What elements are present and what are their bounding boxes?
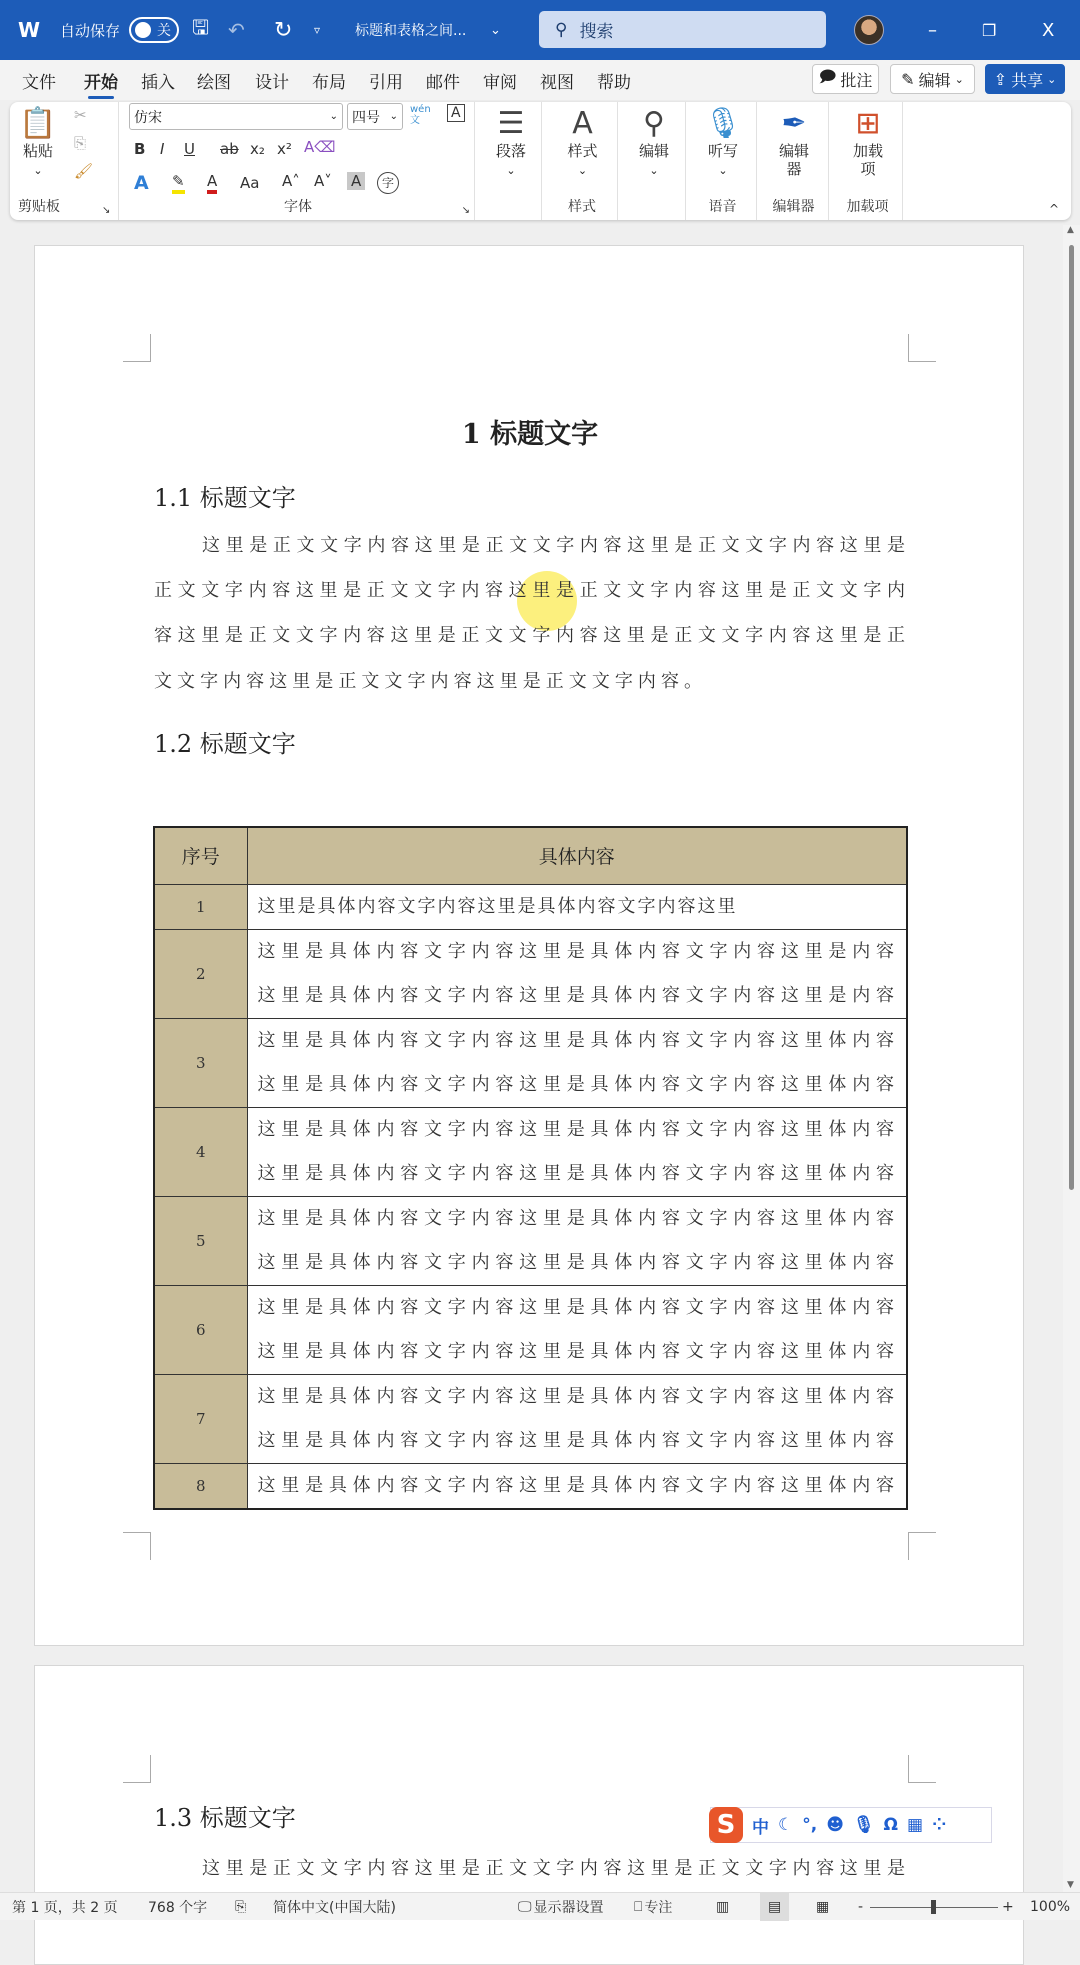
styles-button-label: 样式: [567, 142, 598, 160]
tab-design[interactable]: 设计: [255, 73, 289, 93]
font-size-select[interactable]: 四号 ⌄: [347, 103, 403, 130]
cell-text-line: 这里是具体内容文字内容这里是具体内容文字内容这里体内容: [257, 1296, 896, 1318]
voice-group-label: 语音: [708, 199, 737, 215]
web-layout-icon[interactable]: ▦: [816, 1899, 830, 1915]
addins-group: [833, 102, 903, 220]
chevron-down-icon: ⌄: [1047, 72, 1057, 86]
save-icon[interactable]: 🖫: [192, 15, 210, 39]
styles-button[interactable]: A 样式 ⌄: [547, 106, 618, 180]
heading-1-2: 1.2 标题文字: [154, 730, 296, 758]
editing-mode-label: 编辑: [918, 70, 951, 90]
copy-icon[interactable]: ⎘: [74, 134, 87, 152]
row-content: [247, 1463, 907, 1509]
redo-icon[interactable]: ↻: [274, 17, 293, 43]
share-icon: ⇪: [993, 69, 1008, 89]
read-mode-icon[interactable]: ▥: [716, 1899, 730, 1915]
heading-1-3: 1.3 标题文字: [154, 1804, 296, 1832]
cell-text-line: 这里是具体内容文字内容这里是具体内容文字内容这里体内容: [257, 1207, 896, 1229]
moon-icon[interactable]: ☾: [778, 1815, 794, 1835]
chevron-down-icon: ⌄: [954, 72, 964, 86]
cell-text-line: 这里是具体内容文字内容这里是具体内容文字内容这里体内容: [257, 1029, 896, 1051]
pencil-icon: ✎: [901, 69, 915, 89]
row-content: [247, 1018, 907, 1107]
dialog-launcher-icon[interactable]: ↘: [461, 205, 470, 216]
focus-button[interactable]: [634, 1893, 672, 1921]
language-status[interactable]: 简体中文(中国大陆): [273, 1900, 396, 1916]
minimize-button[interactable]: –: [928, 19, 937, 41]
sogou-logo-icon: S: [709, 1807, 743, 1843]
row-number: 4: [154, 1107, 247, 1196]
autosave-state: 关: [157, 23, 171, 39]
cell-text-line: 这里是具体内容文字内容这里是具体内容文字内容这里体内容: [257, 1073, 896, 1095]
superscript-button[interactable]: x²: [277, 140, 292, 158]
subscript-button[interactable]: x₂: [250, 140, 265, 158]
row-number: 6: [154, 1285, 247, 1374]
row-number: 5: [154, 1196, 247, 1285]
character-border-button[interactable]: A: [447, 104, 465, 122]
omega-icon[interactable]: Ω: [883, 1815, 898, 1835]
keyboard-icon[interactable]: ▦: [907, 1815, 924, 1835]
table-header-number: 序号: [154, 827, 247, 884]
row-content: [247, 1285, 907, 1374]
word-logo-icon: W: [18, 18, 41, 42]
body-line: 正文文字内容这里是正文文字内容这里是正文文字内容这里是正文文字内: [154, 580, 907, 601]
focus-icon: ⎕: [634, 1899, 643, 1915]
zoom-in-button[interactable]: +: [1002, 1899, 1014, 1915]
avatar[interactable]: [854, 15, 884, 45]
editing-label: 编辑: [638, 142, 669, 160]
ribbon-tabs: [0, 60, 1080, 100]
body-line: 文文字内容这里是正文文字内容这里是正文文字内容。: [154, 671, 704, 692]
phonetic-guide-button[interactable]: wén文: [410, 104, 431, 126]
enclose-characters-button[interactable]: 字: [377, 172, 399, 194]
font-name-select[interactable]: 仿宋 ⌄: [129, 103, 343, 130]
dictate-label: 听写: [707, 142, 738, 160]
tab-references[interactable]: 引用: [369, 73, 403, 93]
row-number: 3: [154, 1018, 247, 1107]
restore-button[interactable]: ❐: [982, 20, 997, 40]
addins-group-label: 加载项: [846, 199, 889, 215]
editor-label: 编辑器: [778, 142, 809, 178]
margin-corner-mark: [908, 1755, 936, 1783]
table-row: [154, 1374, 907, 1463]
shrink-font-button[interactable]: A˅: [314, 172, 332, 190]
styles-icon: A: [572, 106, 593, 141]
cell-text-line: 这里是具体内容文字内容这里是具体内容文字内容这里是内容: [257, 940, 896, 962]
table-row: [154, 929, 907, 1018]
paragraph-label: 段落: [495, 142, 526, 160]
row-content: [247, 1196, 907, 1285]
editing-mode-button[interactable]: [890, 64, 975, 94]
ime-mode-toggle[interactable]: 中: [752, 1817, 769, 1838]
margin-corner-mark: [908, 1532, 936, 1560]
body-line: 容这里是正文文字内容这里是正文文字内容这里是正文文字内容这里是正: [154, 625, 907, 646]
cell-text-line: 这里是具体内容文字内容这里是具体内容文字内容这里体内容: [257, 1340, 896, 1362]
cut-icon[interactable]: ✂: [74, 106, 87, 124]
strikethrough-button[interactable]: ab: [220, 140, 239, 158]
table-row: [154, 1107, 907, 1196]
margin-corner-mark: [123, 334, 151, 362]
margin-corner-mark: [908, 334, 936, 362]
zoom-out-button[interactable]: -: [858, 1899, 864, 1915]
editor-group-label: 编辑器: [772, 199, 815, 215]
font-name-value: 仿宋: [134, 109, 162, 126]
underline-button[interactable]: U: [184, 140, 195, 158]
paste-button[interactable]: 📋 粘贴 ⌄: [19, 106, 57, 177]
ribbon: [10, 102, 1071, 220]
paste-label: 粘贴: [22, 142, 53, 160]
content-table: [153, 826, 908, 1510]
proofing-icon[interactable]: ⎘: [235, 1899, 247, 1915]
cell-text-line: 这里是具体内容文字内容这里是具体内容文字内容这里体内容: [257, 1162, 896, 1184]
display-settings-label: 显示器设置: [533, 1900, 604, 1916]
row-number: 2: [154, 929, 247, 1018]
focus-label: 专注: [644, 1900, 673, 1916]
body-line: 这里是正文文字内容这里是正文文字内容这里是正文文字内容这里是: [202, 1858, 907, 1879]
tab-review[interactable]: 审阅: [483, 73, 517, 93]
clipboard-group: [12, 102, 119, 220]
status-bar: [0, 1892, 1080, 1920]
page-count[interactable]: 第 1 页，共 2 页: [12, 1900, 118, 1916]
cell-text-line: 这里是具体内容文字内容这里是具体内容文字内容这里体内容: [257, 1474, 896, 1496]
voice-group: [689, 102, 757, 220]
bold-button[interactable]: B: [134, 140, 146, 158]
grid-icon[interactable]: ⁘: [932, 1815, 947, 1835]
zoom-slider[interactable]: [870, 1893, 998, 1921]
chevron-down-icon[interactable]: ⌄: [490, 22, 501, 38]
editor-pen-icon: ✒: [781, 106, 807, 141]
search-placeholder: 搜索: [579, 22, 614, 42]
close-button[interactable]: X: [1042, 19, 1055, 41]
collapse-ribbon-icon[interactable]: ^: [1048, 202, 1059, 216]
share-label: 共享: [1011, 70, 1044, 90]
row-content: [247, 1374, 907, 1463]
table-row: [154, 884, 907, 929]
format-painter-icon[interactable]: 🖌: [74, 162, 94, 180]
addins-grid-icon: ⊞: [855, 106, 881, 141]
table-row: [154, 1018, 907, 1107]
row-content: [247, 1107, 907, 1196]
display-icon: 🖵: [518, 1899, 532, 1915]
body-line: 这里是正文文字内容这里是正文文字内容这里是正文文字内容这里是: [202, 535, 907, 556]
highlight-color-icon[interactable]: ✎: [172, 172, 185, 194]
clear-formatting-icon[interactable]: A⌫: [304, 138, 336, 156]
margin-corner-mark: [123, 1755, 151, 1783]
clipboard-group-label: 剪贴板: [18, 199, 60, 215]
comment-icon: 🗩: [818, 66, 837, 86]
styles-group-label: 样式: [568, 199, 596, 215]
editor-button[interactable]: [774, 106, 814, 178]
cell-text-line: 这里是具体内容文字内容这里是具体内容文字内容这里体内容: [257, 1118, 896, 1140]
font-color-icon[interactable]: A: [207, 172, 217, 194]
change-case-button[interactable]: Aa: [240, 174, 260, 192]
mic-icon[interactable]: 🎙: [852, 1815, 875, 1835]
tab-view[interactable]: 视图: [540, 73, 574, 93]
heading-1: 1 标题文字: [461, 419, 599, 450]
row-number: 8: [154, 1463, 247, 1509]
emoji-icon[interactable]: ☻: [826, 1815, 844, 1835]
paragraph-group: [480, 102, 542, 220]
search-box[interactable]: [539, 11, 826, 48]
editor-group: [759, 102, 829, 220]
table-row: [154, 1463, 907, 1509]
italic-button[interactable]: I: [160, 140, 165, 158]
tab-mailings[interactable]: 邮件: [426, 73, 460, 93]
font-size-value: 四号: [352, 109, 380, 126]
tab-file[interactable]: 文件: [22, 73, 56, 93]
styles-group: [547, 102, 618, 220]
cell-text-line: 这里是具体内容文字内容这里是具体内容文字内容这里是内容: [257, 984, 896, 1006]
customize-toolbar-icon[interactable]: ▿: [314, 23, 321, 37]
ime-toolbar[interactable]: [710, 1807, 992, 1843]
row-content: [247, 929, 907, 1018]
document-page-1[interactable]: [34, 245, 1024, 1646]
cell-text-line: 这里是具体内容文字内容这里是具体内容文字内容这里: [257, 895, 738, 917]
editing-button[interactable]: ⚲ 编辑 ⌄: [622, 106, 686, 180]
tab-help[interactable]: 帮助: [597, 73, 631, 93]
document-title[interactable]: 标题和表格之间...: [355, 23, 467, 39]
addins-button[interactable]: [850, 106, 886, 178]
search-icon: ⚲: [643, 106, 665, 141]
paragraph-button[interactable]: ☰ 段落 ⌄: [480, 106, 542, 180]
table-row: [154, 1196, 907, 1285]
row-number: 1: [154, 884, 247, 929]
clipboard-icon: 📋: [19, 106, 57, 141]
undo-icon[interactable]: ↶: [228, 18, 245, 42]
share-button[interactable]: [985, 64, 1065, 94]
vertical-scrollbar[interactable]: [1063, 225, 1080, 1892]
grow-font-button[interactable]: A˄: [282, 172, 300, 190]
tab-home[interactable]: 开始: [84, 68, 118, 93]
margin-corner-mark: [123, 1532, 151, 1560]
punctuation-icon[interactable]: °,: [802, 1815, 818, 1835]
scroll-down-icon[interactable]: ▼: [1067, 1880, 1074, 1890]
search-icon: ⚲: [555, 19, 568, 40]
scroll-up-icon[interactable]: ▲: [1067, 225, 1074, 235]
font-group-label: 字体: [284, 199, 312, 215]
text-effects-icon[interactable]: A: [134, 172, 149, 194]
addins-label: 加载项: [852, 142, 883, 178]
dictate-button[interactable]: 🎙 听写 ⌄: [689, 106, 757, 180]
row-number: 7: [154, 1374, 247, 1463]
character-shading-button[interactable]: A: [347, 172, 365, 190]
cell-text-line: 这里是具体内容文字内容这里是具体内容文字内容这里体内容: [257, 1385, 896, 1407]
microphone-icon: 🎙: [703, 106, 743, 141]
comment-label: 批注: [840, 70, 873, 90]
editing-group: [622, 102, 686, 220]
cell-text-line: 这里是具体内容文字内容这里是具体内容文字内容这里体内容: [257, 1429, 896, 1451]
row-content: [247, 884, 907, 929]
title-bar: [0, 0, 1080, 60]
tab-layout[interactable]: 布局: [312, 73, 346, 93]
comment-button[interactable]: [812, 64, 879, 94]
heading-1-1: 1.1 标题文字: [154, 484, 296, 512]
display-settings-button[interactable]: [518, 1893, 604, 1921]
autosave-toggle[interactable]: [129, 17, 179, 43]
autosave-label: 自动保存: [60, 21, 121, 40]
tab-insert[interactable]: 插入: [141, 73, 175, 93]
tab-draw[interactable]: 绘图: [197, 73, 231, 93]
print-layout-icon[interactable]: ▤: [760, 1893, 789, 1921]
table-row: [154, 1285, 907, 1374]
font-group: [122, 102, 475, 220]
paragraph-icon: ☰: [497, 106, 525, 141]
zoom-level[interactable]: 100%: [1030, 1899, 1071, 1915]
dialog-launcher-icon[interactable]: ↘: [102, 205, 111, 216]
table-header-content: 具体内容: [247, 827, 907, 884]
word-count[interactable]: 768 个字: [148, 1900, 208, 1916]
scrollbar-thumb[interactable]: [1069, 245, 1074, 1190]
cell-text-line: 这里是具体内容文字内容这里是具体内容文字内容这里体内容: [257, 1251, 896, 1273]
